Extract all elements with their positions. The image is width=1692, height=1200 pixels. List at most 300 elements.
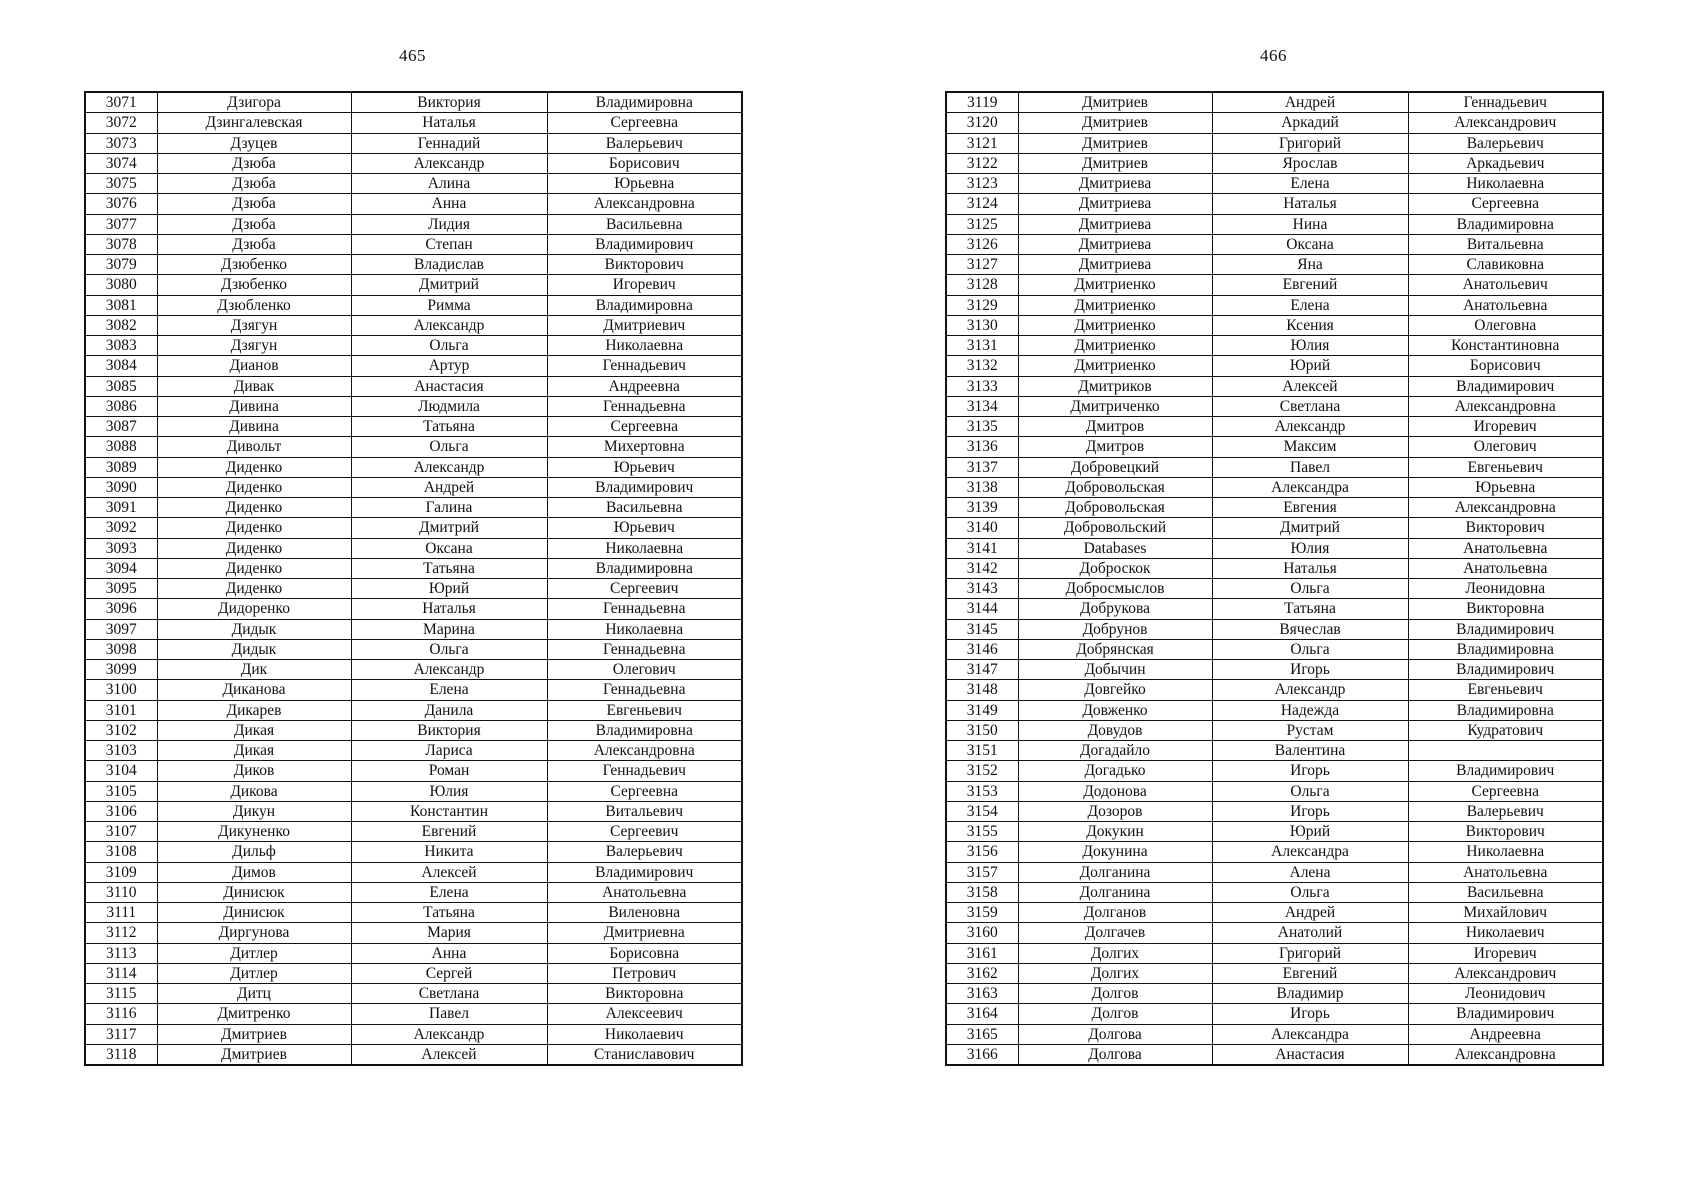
row-number-cell: 3139 (946, 498, 1018, 518)
row-number-cell: 3159 (946, 903, 1018, 923)
patronymic-cell: Владимирович (547, 862, 742, 882)
patronymic-cell: Геннадьевич (547, 356, 742, 376)
surname-cell: Дик (157, 660, 351, 680)
first-name-cell: Юлия (1212, 336, 1408, 356)
surname-cell: Дивина (157, 396, 351, 416)
surname-cell: Дзюба (157, 174, 351, 194)
patronymic-cell: Александровна (1408, 498, 1603, 518)
surname-cell: Долгов (1018, 1004, 1212, 1024)
row-number-cell: 3078 (85, 234, 157, 254)
row-number-cell: 3136 (946, 437, 1018, 457)
surname-cell: Диков (157, 761, 351, 781)
patronymic-cell: Олеговна (1408, 315, 1603, 335)
surname-cell: Догадько (1018, 761, 1212, 781)
patronymic-cell: Александрович (1408, 963, 1603, 983)
surname-cell: Дзюбленко (157, 295, 351, 315)
row-number-cell: 3127 (946, 255, 1018, 275)
first-name-cell: Татьяна (351, 903, 547, 923)
first-name-cell: Анастасия (1212, 1044, 1408, 1065)
surname-cell: Димов (157, 862, 351, 882)
table-row (946, 275, 1603, 295)
surname-cell: Дмитриенко (1018, 315, 1212, 335)
row-number-cell: 3103 (85, 741, 157, 761)
patronymic-cell: Михайлович (1408, 903, 1603, 923)
row-number-cell: 3091 (85, 498, 157, 518)
surname-cell: Дикуненко (157, 822, 351, 842)
patronymic-cell: Сергеевна (1408, 194, 1603, 214)
row-number-cell: 3164 (946, 1004, 1018, 1024)
table-row (946, 234, 1603, 254)
first-name-cell: Константин (351, 801, 547, 821)
row-number-cell: 3077 (85, 214, 157, 234)
first-name-cell: Геннадий (351, 133, 547, 153)
row-number-cell: 3142 (946, 558, 1018, 578)
patronymic-cell: Евгеньевич (1408, 680, 1603, 700)
table-row (946, 538, 1603, 558)
row-number-cell: 3122 (946, 153, 1018, 173)
row-number-cell: 3151 (946, 741, 1018, 761)
first-name-cell: Анна (351, 194, 547, 214)
row-number-cell: 3140 (946, 518, 1018, 538)
surname-cell: Дзягун (157, 315, 351, 335)
patronymic-cell: Васильевна (1408, 882, 1603, 902)
patronymic-cell: Сергеевна (547, 781, 742, 801)
first-name-cell: Наталья (1212, 194, 1408, 214)
table-row (85, 741, 742, 761)
table-row (946, 437, 1603, 457)
surname-cell: Дикая (157, 741, 351, 761)
first-name-cell: Светлана (351, 984, 547, 1004)
row-number-cell: 3157 (946, 862, 1018, 882)
patronymic-cell: Владимирович (547, 234, 742, 254)
table-row (85, 133, 742, 153)
table-row (946, 214, 1603, 234)
patronymic-cell: Андреевна (1408, 1024, 1603, 1044)
patronymic-cell: Кудратович (1408, 720, 1603, 740)
surname-cell: Диденко (157, 518, 351, 538)
first-name-cell: Евгения (1212, 498, 1408, 518)
patronymic-cell: Анатольевна (1408, 538, 1603, 558)
table-row (946, 92, 1603, 113)
first-name-cell: Ксения (1212, 315, 1408, 335)
surname-cell: Дмитриева (1018, 174, 1212, 194)
table-row (946, 923, 1603, 943)
first-name-cell: Надежда (1212, 700, 1408, 720)
table-row (85, 437, 742, 457)
patronymic-cell: Виленовна (547, 903, 742, 923)
patronymic-cell: Геннадьевич (547, 761, 742, 781)
surname-cell: Дмитриенко (1018, 336, 1212, 356)
table-row (946, 619, 1603, 639)
table-row (946, 396, 1603, 416)
page-number: 465 (399, 46, 426, 65)
row-number-cell: 3120 (946, 113, 1018, 133)
table-row (85, 720, 742, 740)
table-row (946, 376, 1603, 396)
first-name-cell: Лариса (351, 741, 547, 761)
first-name-cell: Марина (351, 619, 547, 639)
row-number-cell: 3125 (946, 214, 1018, 234)
surname-cell: Дидоренко (157, 599, 351, 619)
row-number-cell: 3121 (946, 133, 1018, 153)
first-name-cell: Оксана (351, 538, 547, 558)
surname-cell: Дивак (157, 376, 351, 396)
first-name-cell: Елена (1212, 295, 1408, 315)
row-number-cell: 3153 (946, 781, 1018, 801)
patronymic-cell: Станиславович (547, 1044, 742, 1065)
patronymic-cell: Владимирович (1408, 1004, 1603, 1024)
patronymic-cell: Анатольевна (1408, 862, 1603, 882)
surname-cell: Добрунов (1018, 619, 1212, 639)
row-number-cell: 3163 (946, 984, 1018, 1004)
surname-cell: Дмитров (1018, 437, 1212, 457)
first-name-cell: Юрий (1212, 356, 1408, 376)
patronymic-cell: Геннадьевна (547, 599, 742, 619)
row-number-cell: 3083 (85, 336, 157, 356)
surname-cell: Добросмыслов (1018, 579, 1212, 599)
patronymic-cell: Александрович (1408, 113, 1603, 133)
row-number-cell: 3146 (946, 639, 1018, 659)
surname-cell: Дитлер (157, 963, 351, 983)
table-row (85, 275, 742, 295)
table-row (946, 700, 1603, 720)
table-row (946, 599, 1603, 619)
surname-cell: Добычин (1018, 660, 1212, 680)
patronymic-cell: Геннадьевна (547, 680, 742, 700)
surname-cell: Дикарев (157, 700, 351, 720)
row-number-cell: 3097 (85, 619, 157, 639)
surname-cell: Дзигора (157, 92, 351, 113)
row-number-cell: 3104 (85, 761, 157, 781)
first-name-cell: Максим (1212, 437, 1408, 457)
row-number-cell: 3115 (85, 984, 157, 1004)
patronymic-cell: Александровна (547, 194, 742, 214)
table-row (946, 1024, 1603, 1044)
surname-cell: Динисюк (157, 882, 351, 902)
first-name-cell: Татьяна (351, 417, 547, 437)
patronymic-cell: Владимировна (547, 558, 742, 578)
surname-cell: Добровольский (1018, 518, 1212, 538)
table-row (85, 1024, 742, 1044)
first-name-cell: Владислав (351, 255, 547, 275)
patronymic-cell (1408, 741, 1603, 761)
patronymic-cell: Николаевич (547, 1024, 742, 1044)
patronymic-cell: Валерьевич (547, 133, 742, 153)
row-number-cell: 3112 (85, 923, 157, 943)
surname-cell: Дидык (157, 619, 351, 639)
table-row (85, 417, 742, 437)
table-row (85, 761, 742, 781)
first-name-cell: Нина (1212, 214, 1408, 234)
patronymic-cell: Владимировна (1408, 639, 1603, 659)
first-name-cell: Никита (351, 842, 547, 862)
row-number-cell: 3161 (946, 943, 1018, 963)
row-number-cell: 3102 (85, 720, 157, 740)
patronymic-cell: Евгеньевич (547, 700, 742, 720)
patronymic-cell: Игоревич (1408, 943, 1603, 963)
table-row (85, 1044, 742, 1065)
table-row (85, 376, 742, 396)
row-number-cell: 3106 (85, 801, 157, 821)
surname-cell: Дмитриенко (1018, 356, 1212, 376)
table-row (946, 781, 1603, 801)
table-row (85, 113, 742, 133)
table-row (946, 720, 1603, 740)
first-name-cell: Павел (351, 1004, 547, 1024)
surname-cell: Добрянская (1018, 639, 1212, 659)
row-number-cell: 3155 (946, 822, 1018, 842)
table-row (946, 862, 1603, 882)
patronymic-cell: Александровна (1408, 1044, 1603, 1065)
surname-cell: Доброскок (1018, 558, 1212, 578)
row-number-cell: 3114 (85, 963, 157, 983)
table-row (85, 579, 742, 599)
patronymic-cell: Владимирович (1408, 376, 1603, 396)
row-number-cell: 3149 (946, 700, 1018, 720)
patronymic-cell: Геннадьевна (547, 396, 742, 416)
table-row (85, 781, 742, 801)
patronymic-cell: Геннадьевич (1408, 92, 1603, 113)
table-row (85, 660, 742, 680)
surname-cell: Диденко (157, 579, 351, 599)
row-number-cell: 3085 (85, 376, 157, 396)
first-name-cell: Павел (1212, 457, 1408, 477)
first-name-cell: Анастасия (351, 376, 547, 396)
table-row (85, 984, 742, 1004)
first-name-cell: Алексей (351, 1044, 547, 1065)
row-number-cell: 3123 (946, 174, 1018, 194)
first-name-cell: Мария (351, 923, 547, 943)
patronymic-cell: Валерьевич (547, 842, 742, 862)
surname-cell: Дивина (157, 417, 351, 437)
first-name-cell: Александр (351, 153, 547, 173)
table-row (946, 984, 1603, 1004)
row-number-cell: 3152 (946, 761, 1018, 781)
patronymic-cell: Викторовна (1408, 599, 1603, 619)
table-row (85, 639, 742, 659)
first-name-cell: Людмила (351, 396, 547, 416)
row-number-cell: 3158 (946, 882, 1018, 902)
table-row (85, 174, 742, 194)
surname-cell: Долгих (1018, 963, 1212, 983)
first-name-cell: Татьяна (351, 558, 547, 578)
first-name-cell: Евгений (1212, 275, 1408, 295)
first-name-cell: Ольга (1212, 639, 1408, 659)
surname-cell: Дмитриев (1018, 133, 1212, 153)
first-name-cell: Ярослав (1212, 153, 1408, 173)
surname-cell: Довженко (1018, 700, 1212, 720)
names-table (945, 91, 1604, 1066)
row-number-cell: 3165 (946, 1024, 1018, 1044)
surname-cell: Дитц (157, 984, 351, 1004)
first-name-cell: Юлия (1212, 538, 1408, 558)
surname-cell: Дианов (157, 356, 351, 376)
surname-cell: Диргунова (157, 923, 351, 943)
table-row (85, 234, 742, 254)
row-number-cell: 3090 (85, 477, 157, 497)
first-name-cell: Евгений (1212, 963, 1408, 983)
first-name-cell: Виктория (351, 720, 547, 740)
surname-cell: Долгова (1018, 1044, 1212, 1065)
first-name-cell: Алексей (1212, 376, 1408, 396)
patronymic-cell: Викторовна (547, 984, 742, 1004)
first-name-cell: Елена (351, 882, 547, 902)
patronymic-cell: Игоревич (1408, 417, 1603, 437)
first-name-cell: Анна (351, 943, 547, 963)
first-name-cell: Елена (351, 680, 547, 700)
surname-cell: Дмитриев (157, 1044, 351, 1065)
table-row (946, 336, 1603, 356)
first-name-cell: Данила (351, 700, 547, 720)
first-name-cell: Наталья (1212, 558, 1408, 578)
row-number-cell: 3119 (946, 92, 1018, 113)
first-name-cell: Александр (1212, 417, 1408, 437)
patronymic-cell: Валерьевич (1408, 133, 1603, 153)
row-number-cell: 3076 (85, 194, 157, 214)
first-name-cell: Аркадий (1212, 113, 1408, 133)
first-name-cell: Александра (1212, 477, 1408, 497)
row-number-cell: 3105 (85, 781, 157, 801)
patronymic-cell: Сергеевич (547, 822, 742, 842)
table-row (85, 153, 742, 173)
table-row (946, 194, 1603, 214)
first-name-cell: Александр (351, 315, 547, 335)
patronymic-cell: Викторович (1408, 518, 1603, 538)
surname-cell: Дитлер (157, 943, 351, 963)
table-row (85, 680, 742, 700)
row-number-cell: 3096 (85, 599, 157, 619)
patronymic-cell: Анатольевна (547, 882, 742, 902)
surname-cell: Дикая (157, 720, 351, 740)
surname-cell: Дивольт (157, 437, 351, 457)
row-number-cell: 3101 (85, 700, 157, 720)
row-number-cell: 3074 (85, 153, 157, 173)
patronymic-cell: Андреевна (547, 376, 742, 396)
patronymic-cell: Анатольевна (1408, 558, 1603, 578)
first-name-cell: Алина (351, 174, 547, 194)
first-name-cell: Сергей (351, 963, 547, 983)
patronymic-cell: Олегович (547, 660, 742, 680)
first-name-cell: Ольга (351, 437, 547, 457)
patronymic-cell: Николаевна (547, 538, 742, 558)
patronymic-cell: Анатольевич (1408, 275, 1603, 295)
table-row (946, 579, 1603, 599)
table-row (85, 255, 742, 275)
table-row (946, 558, 1603, 578)
surname-cell: Дмитриенко (1018, 295, 1212, 315)
row-number-cell: 3095 (85, 579, 157, 599)
first-name-cell: Дмитрий (351, 275, 547, 295)
row-number-cell: 3107 (85, 822, 157, 842)
surname-cell: Дмитриев (1018, 153, 1212, 173)
row-number-cell: 3145 (946, 619, 1018, 639)
patronymic-cell: Владимировна (547, 295, 742, 315)
surname-cell: Добровольская (1018, 498, 1212, 518)
table-row (946, 417, 1603, 437)
surname-cell: Докунина (1018, 842, 1212, 862)
patronymic-cell: Аркадьевич (1408, 153, 1603, 173)
table-row (85, 92, 742, 113)
patronymic-cell: Владимировна (547, 720, 742, 740)
table-row (85, 477, 742, 497)
first-name-cell: Игорь (1212, 761, 1408, 781)
table-row (946, 903, 1603, 923)
row-number-cell: 3166 (946, 1044, 1018, 1065)
surname-cell: Дикова (157, 781, 351, 801)
patronymic-cell: Николаевна (547, 619, 742, 639)
surname-cell: Долганов (1018, 903, 1212, 923)
patronymic-cell: Сергеевич (547, 579, 742, 599)
surname-cell: Дмитренко (157, 1004, 351, 1024)
row-number-cell: 3100 (85, 680, 157, 700)
table-row (946, 113, 1603, 133)
row-number-cell: 3110 (85, 882, 157, 902)
surname-cell: Дмитриева (1018, 234, 1212, 254)
first-name-cell: Григорий (1212, 943, 1408, 963)
first-name-cell: Римма (351, 295, 547, 315)
row-number-cell: 3128 (946, 275, 1018, 295)
surname-cell: Дзингалевская (157, 113, 351, 133)
row-number-cell: 3156 (946, 842, 1018, 862)
patronymic-cell: Владимировна (1408, 700, 1603, 720)
row-number-cell: 3080 (85, 275, 157, 295)
row-number-cell: 3144 (946, 599, 1018, 619)
first-name-cell: Вячеслав (1212, 619, 1408, 639)
table-row (946, 153, 1603, 173)
first-name-cell: Александр (351, 457, 547, 477)
row-number-cell: 3099 (85, 660, 157, 680)
patronymic-cell: Викторович (547, 255, 742, 275)
table-row (946, 133, 1603, 153)
row-number-cell: 3094 (85, 558, 157, 578)
patronymic-cell: Юрьевич (547, 518, 742, 538)
table-row (85, 963, 742, 983)
patronymic-cell: Владимирович (1408, 761, 1603, 781)
surname-cell: Диденко (157, 558, 351, 578)
row-number-cell: 3117 (85, 1024, 157, 1044)
row-number-cell: 3072 (85, 113, 157, 133)
row-number-cell: 3162 (946, 963, 1018, 983)
first-name-cell: Яна (1212, 255, 1408, 275)
table-row (85, 822, 742, 842)
surname-cell: Дмитриков (1018, 376, 1212, 396)
surname-cell: Диденко (157, 457, 351, 477)
row-number-cell: 3150 (946, 720, 1018, 740)
table-row (85, 619, 742, 639)
row-number-cell: 3132 (946, 356, 1018, 376)
row-number-cell: 3071 (85, 92, 157, 113)
patronymic-cell: Валерьевич (1408, 801, 1603, 821)
surname-cell: Долгих (1018, 943, 1212, 963)
surname-cell: Довгейко (1018, 680, 1212, 700)
row-number-cell: 3081 (85, 295, 157, 315)
names-table (84, 91, 743, 1066)
first-name-cell: Ольга (1212, 579, 1408, 599)
table-row (946, 963, 1603, 983)
patronymic-cell: Александровна (1408, 396, 1603, 416)
row-number-cell: 3084 (85, 356, 157, 376)
patronymic-cell: Владимирович (1408, 619, 1603, 639)
first-name-cell: Андрей (1212, 903, 1408, 923)
row-number-cell: 3075 (85, 174, 157, 194)
row-number-cell: 3093 (85, 538, 157, 558)
surname-cell: Дмитриева (1018, 214, 1212, 234)
surname-cell: Дзюба (157, 153, 351, 173)
table-row (85, 295, 742, 315)
row-number-cell: 3154 (946, 801, 1018, 821)
row-number-cell: 3073 (85, 133, 157, 153)
surname-cell: Диканова (157, 680, 351, 700)
